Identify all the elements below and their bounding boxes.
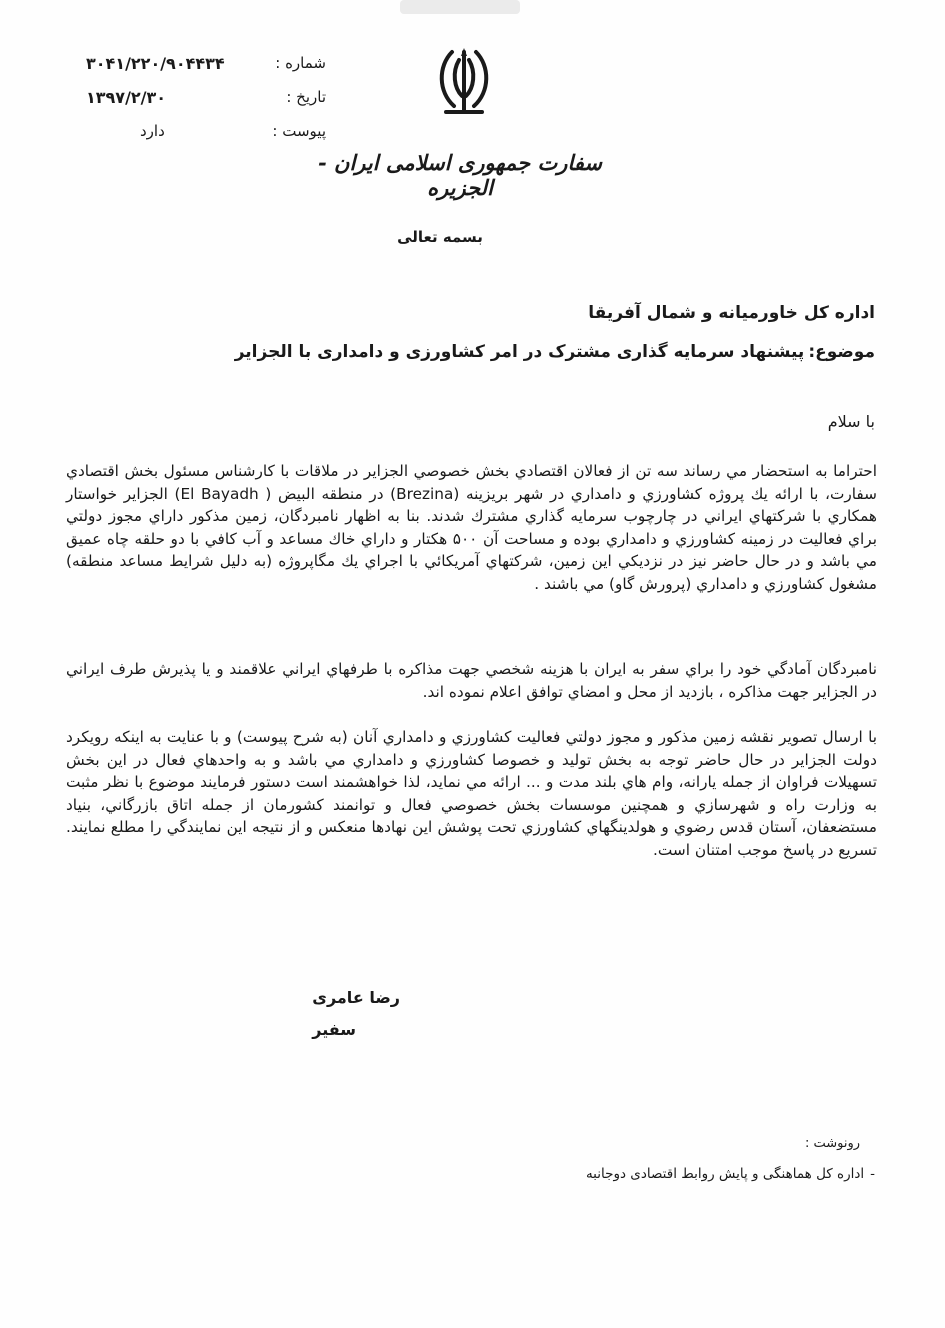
- iran-emblem-icon: [432, 44, 496, 116]
- body-paragraph-2: نامبردگان آمادگي خود را براي سفر به ايران با هزينه شخصي جهت مذاكره با طرفهاي ايراني علاقمند و يا پذيرش طرف ايراني در الجزاير جهت مذاكره ، بازديد از محل و امضاي توافق اعلام نموده اند.: [66, 660, 877, 701]
- signer-name: رضا عامری: [312, 988, 400, 1007]
- cc-item-text: اداره کل هماهنگی و پایش روابط اقتصادی دوجانبه: [585, 1166, 865, 1182]
- cc-item: [586, 1166, 875, 1182]
- date-row: [60, 86, 340, 120]
- attachment-label: پیوست :: [272, 122, 326, 140]
- letter-meta: [60, 52, 340, 154]
- cc-dash: -: [870, 1166, 875, 1182]
- basmala: بسمه تعالی: [397, 228, 483, 246]
- embassy-name: سفارت جمهوری اسلامی ایران - الجزیره: [318, 150, 602, 200]
- attachment-value: دارد: [140, 122, 165, 140]
- number-label: شماره :: [275, 54, 326, 72]
- signer-title: سفیر: [312, 1020, 356, 1039]
- recipient: اداره کل خاورمیانه و شمال آفریقا: [588, 303, 875, 323]
- attachment-row: [60, 120, 340, 154]
- scan-artifact: [400, 0, 520, 14]
- date-label: تاریخ :: [286, 88, 326, 106]
- letter-number: ۳۰۴۱/۲۲۰/۹۰۴۴۳۴: [86, 54, 225, 73]
- greeting: با سلام: [827, 412, 875, 431]
- number-row: [60, 52, 340, 86]
- subject-label: موضوع:: [808, 342, 875, 362]
- subject-line: [235, 342, 875, 362]
- body-paragraph-1: احتراما به استحضار مي رساند سه تن از فعالان اقتصادي بخش خصوصي الجزاير در ملاقات با كارشناس مسئول بخش اقتصادي سفارت، با ارائه يك پروژه كشاورزي و دامداري در شهر بريزينه (Brezina) در منطقه البيض ( El Bayadh) الجزاير خواستار همكاري با شركتهاي ايراني در چارچوب سرمايه گذاري مشترك شدند. بنا به اظهار نامبردگان، زمين مذكور داراي مجوز دولتي براي فعاليت در زمينه كشاورزي و دامداري بوده و مساحت آن ۵۰۰ هكتار و داراي خاك مساعد و آب كافي با دو حلقه چاه عميق مي باشد و در حال حاضر نيز در نزديكي اين زمين، شركتهاي آمريكائي با اجراي يك مگاپروژه (به دليل شرايط مساعد منطقه) مشغول كشاورزي و دامداري (پرورش گاو) مي باشند .: [66, 462, 877, 593]
- letter-date: ۱۳۹۷/۲/۳۰: [86, 88, 167, 107]
- subject-text: پیشنهاد سرمایه گذاری مشترک در امر کشاورزی و دامداری با الجزایر: [234, 342, 805, 362]
- body-paragraph-3: با ارسال تصوير نقشه زمين مذكور و مجوز دولتي فعاليت كشاورزي و دامداري آنان (به شرح پيوست) و با عنايت به اينكه رويكرد دولت الجزاير در حال حاضر توجه به بخش توليد و خصوصا كشاورزي و دامداري مي باشد و به واحدهاي فعال در اين بخش تسهيلات فراوان از جمله يارانه، وام هاي بلند مدت و ... ارائه مي نمايد، لذا خواهشمند است دستور فرمايند موضوع با نظر مثبت به وزارت راه و شهرسازي و همچنين موسسات بخش خصوصي فعال و توانمند كشورمان از جمله اتاق بازرگاني، بنياد مستضعفان، آستان قدس رضوي و هولدينگهاي كشاورزي تحت پوشش اين نهادها منعكس و از نتيجه اين نمايندگي را مطلع نمايند. تسريع در پاسخ موجب امتنان است.: [66, 728, 877, 859]
- cc-label: رونوشت :: [804, 1136, 860, 1151]
